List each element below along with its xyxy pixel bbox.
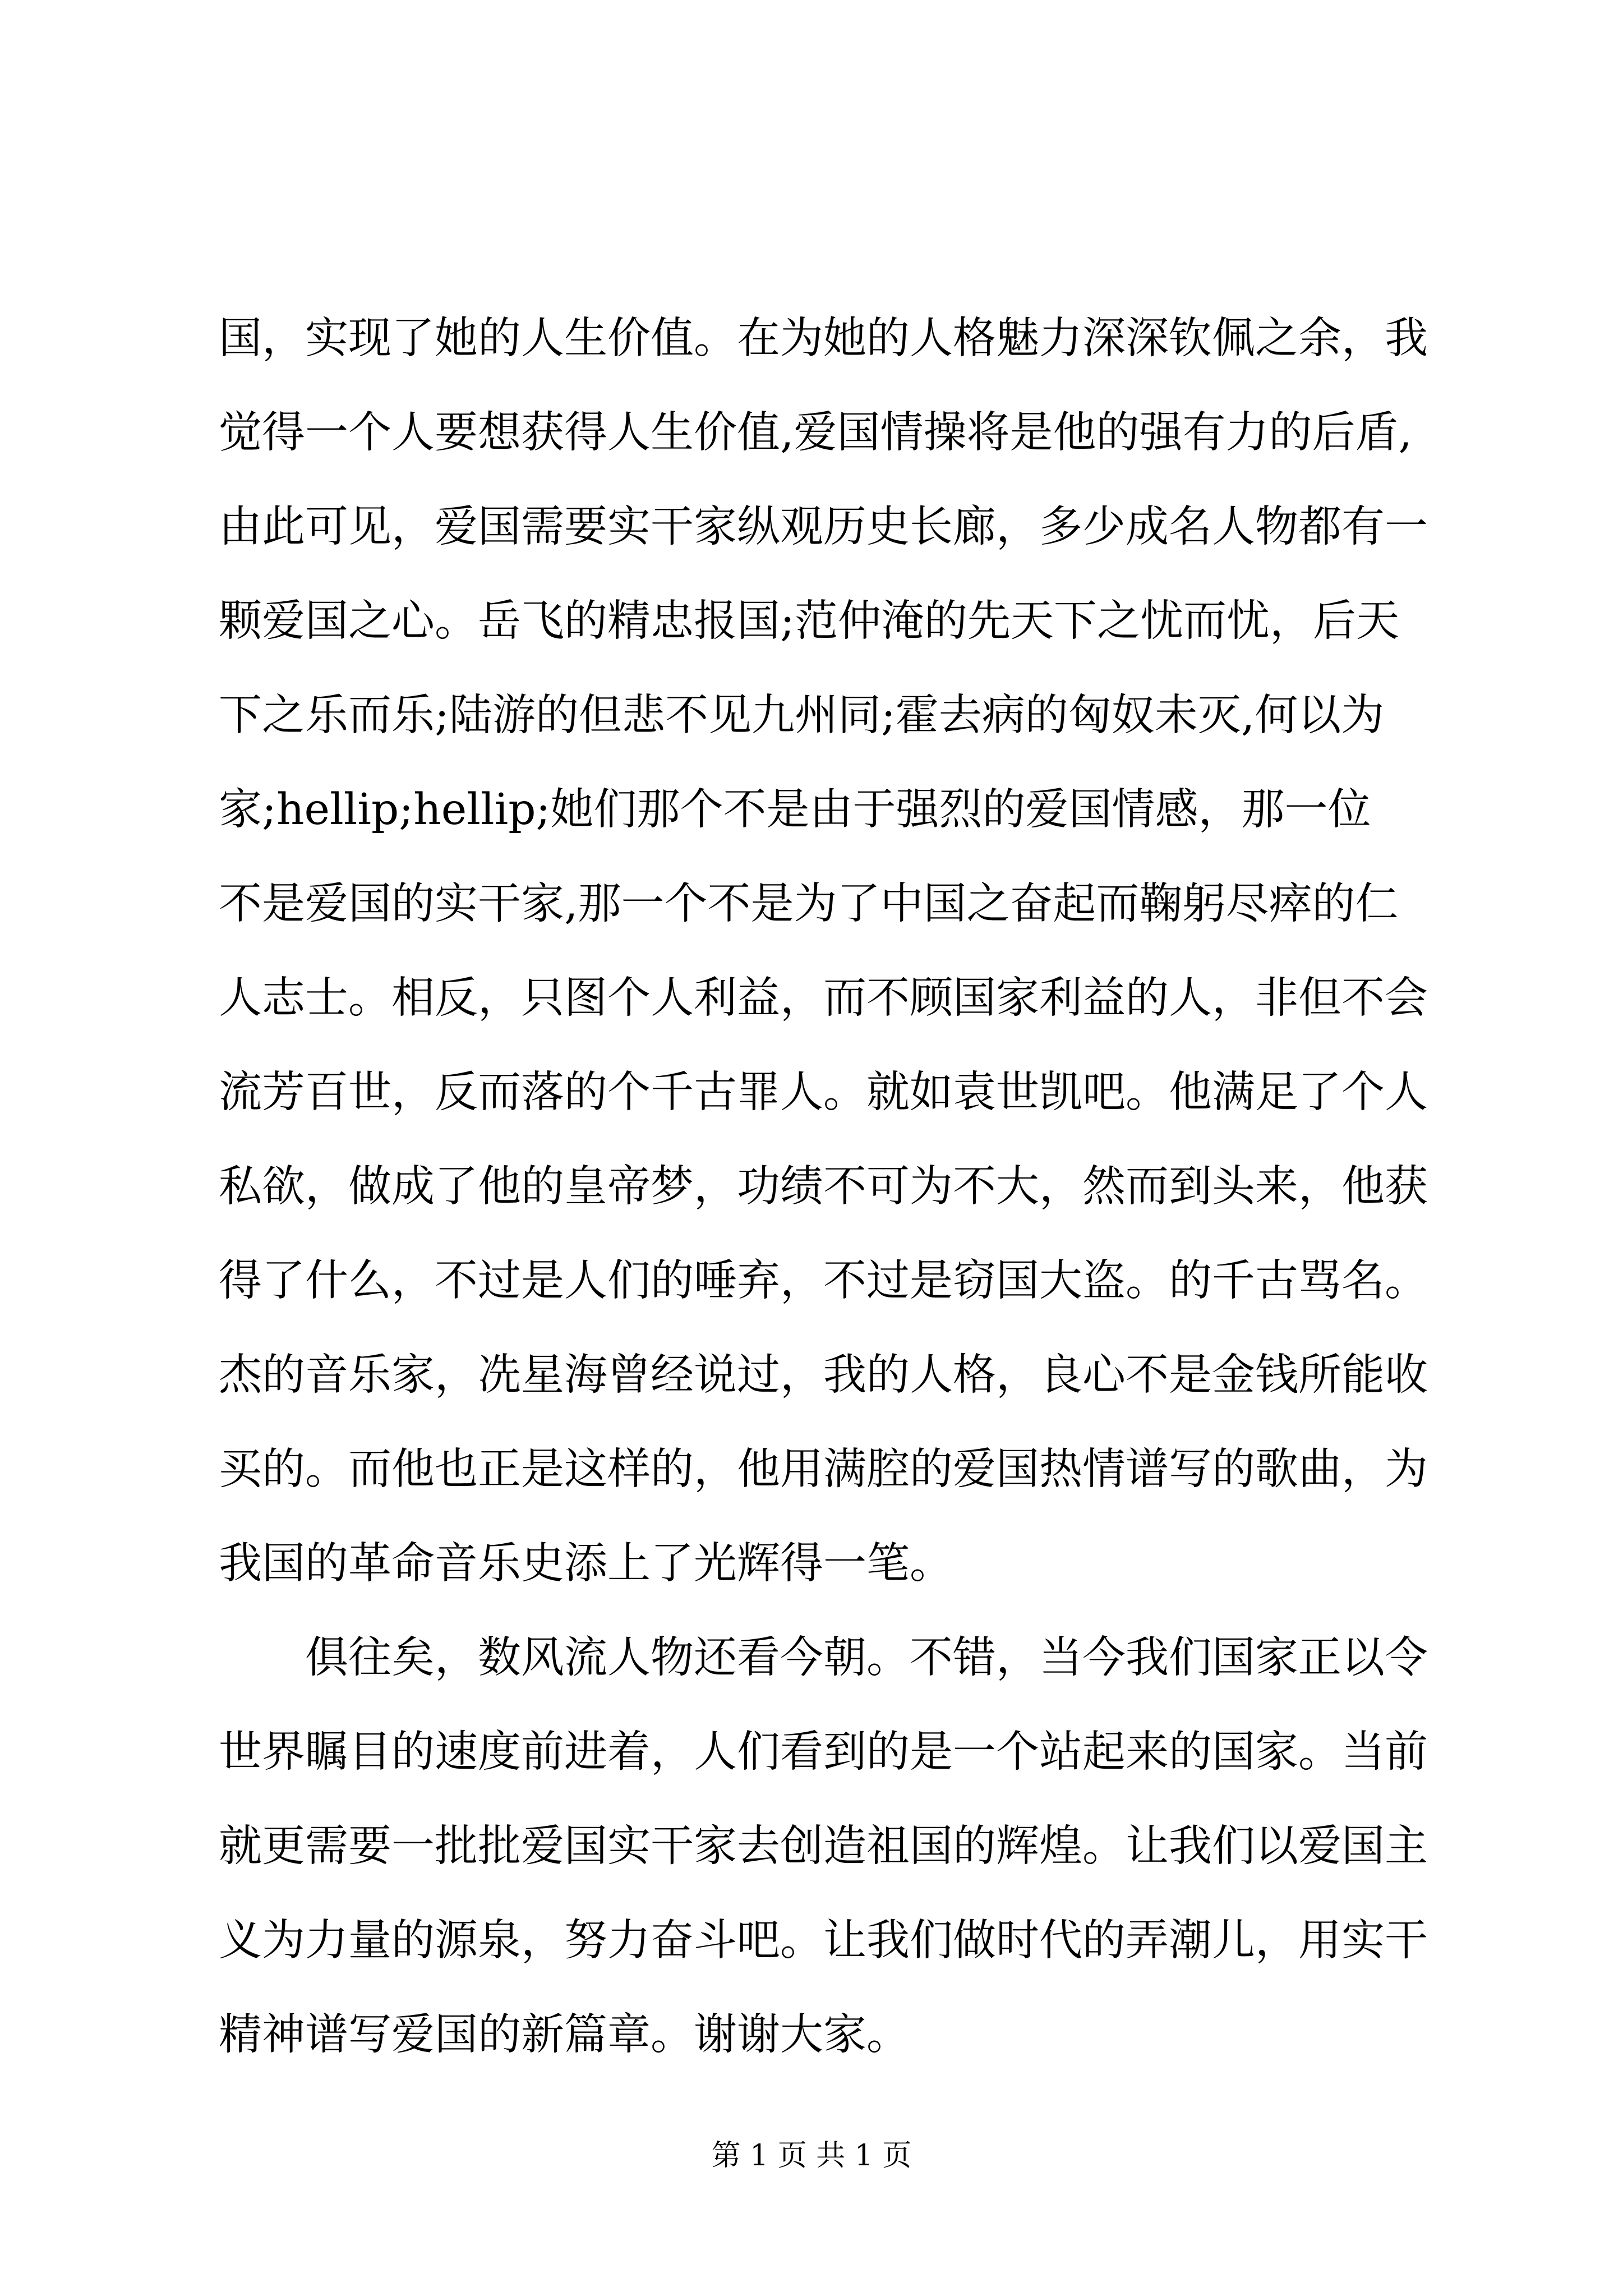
text-line: 人志士。相反，只图个人利益，而不顾国家利益的人，非但不会 <box>219 973 1428 1023</box>
text-line: 颗爱国之心。岳飞的精忠报国;范仲淹的先天下之忧而忧，后天 <box>219 596 1399 646</box>
text-line: 下之乐而乐;陆游的但悲不见九州同;霍去病的匈奴未灭,何以为 <box>219 691 1385 740</box>
text-line: 流芳百世，反而落的个千古罪人。就如袁世凯吧。他满足了个人 <box>219 1068 1428 1117</box>
text-line: 杰的音乐家，冼星海曾经说过，我的人格，良心不是金钱所能收 <box>219 1350 1428 1400</box>
text-line: 就更需要一批批爱国实干家去创造祖国的辉煌。让我们以爱国主 <box>219 1821 1428 1871</box>
paragraph-2 <box>219 1611 1430 2082</box>
text-line: 国，实现了她的人生价值。在为她的人格魅力深深钦佩之余，我 <box>219 314 1428 364</box>
text-line: 买的。而他也正是这样的，他用满腔的爱国热情谱写的歌曲，为 <box>219 1444 1428 1494</box>
page-number-label: 第 1 页 共 1 页 <box>711 2139 912 2173</box>
text-line: 觉得一个人要想获得人生价值,爱国情操将是他的强有力的后盾, <box>219 408 1412 458</box>
text-line: 世界瞩目的速度前进着，人们看到的是一个站起来的国家。当前 <box>219 1727 1428 1777</box>
text-line: 俱往矣，数风流人物还看今朝。不错，当今我们国家正以令 <box>305 1633 1428 1683</box>
text-line: 不是爱国的实干家,那一个不是为了中国之奋起而鞠躬尽瘁的仁 <box>219 879 1399 929</box>
text-line: 得了什么，不过是人们的唾弃，不过是窃国大盗。的千古骂名。 <box>219 1256 1428 1306</box>
text-line: 由此可见，爱国需要实干家纵观历史长廊，多少成名人物都有一 <box>219 502 1428 552</box>
paragraph-1 <box>219 292 1430 1611</box>
page-footer <box>0 2132 1623 2174</box>
text-line: 义为力量的源泉，努力奋斗吧。让我们做时代的弄潮儿，用实干 <box>219 1916 1428 1966</box>
text-line: 精神谱写爱国的新篇章。谢谢大家。 <box>219 2010 910 2060</box>
text-line: 私欲，做成了他的皇帝梦，功绩不可为不大，然而到头来，他获 <box>219 1162 1428 1212</box>
text-line: 家;hellip;hellip;她们那个不是由于强烈的爱国情感，那一位 <box>219 785 1371 835</box>
body-text <box>219 292 1430 2082</box>
text-line: 我国的革命音乐史添上了光辉得一笔。 <box>219 1539 953 1589</box>
